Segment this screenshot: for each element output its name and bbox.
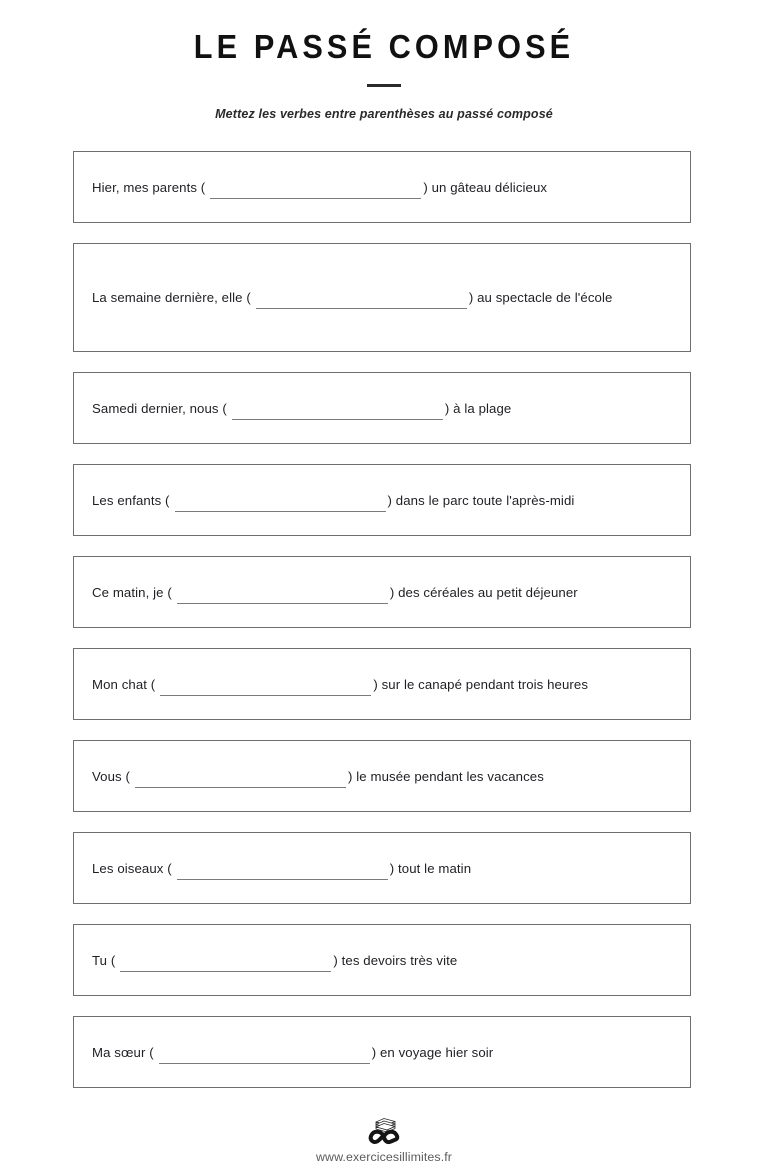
answer-blank[interactable] [177,602,388,604]
sentence-suffix: ) à la plage [444,400,512,416]
exercise-box [73,1016,691,1088]
exercise-sentence [92,171,672,204]
sentence-prefix: Samedi dernier, nous ( [92,400,227,416]
exercise-box [73,556,691,628]
answer-blank[interactable] [232,418,443,420]
exercise-sentence [92,392,672,425]
answer-blank[interactable] [159,1062,370,1064]
worksheet-instructions: Mettez les verbes entre parenthèses au passé composé [215,107,553,121]
sentence-suffix: ) dans le parc toute l'après-midi [387,492,575,508]
sentence-prefix: Les enfants ( [92,492,170,508]
exercise-sentence [92,484,672,517]
exercise-sentence [92,1036,672,1069]
answer-blank[interactable] [120,970,331,972]
sentence-suffix: ) des céréales au petit déjeuner [389,584,578,600]
exercise-box [73,832,691,904]
answer-blank[interactable] [135,786,346,788]
sentence-prefix: Mon chat ( [92,676,156,692]
exercise-box [73,740,691,812]
exercise-box [73,464,691,536]
exercise-list [0,151,768,1108]
exercise-sentence [92,852,672,885]
exercise-box [73,243,691,352]
sentence-suffix: ) le musée pendant les vacances [348,768,544,784]
sentence-suffix: ) un gâteau délicieux [423,179,548,195]
infinity-books-logo-icon [361,1108,407,1146]
site-url: www.exercicesillimites.fr [315,1150,453,1164]
answer-blank[interactable] [175,510,386,512]
sentence-prefix: Vous ( [92,768,130,784]
answer-blank[interactable] [160,694,371,696]
exercise-sentence [92,281,672,314]
exercise-sentence [92,668,672,701]
sentence-suffix: ) en voyage hier soir [371,1044,494,1060]
sentence-prefix: Ma sœur ( [92,1044,154,1060]
sentence-prefix: Ce matin, je ( [92,584,172,600]
sentence-suffix: ) tes devoirs très vite [333,952,458,968]
sentence-prefix: Tu ( [92,952,116,968]
answer-blank[interactable] [177,878,388,880]
exercise-sentence [92,944,672,977]
sentence-suffix: ) au spectacle de l'école [468,290,613,305]
sentence-prefix: Hier, mes parents ( [92,179,206,195]
sentence-prefix: Les oiseaux ( [92,860,172,876]
exercise-box [73,372,691,444]
answer-blank[interactable] [256,307,467,309]
exercise-box [73,151,691,223]
sentence-suffix: ) sur le canapé pendant trois heures [373,676,589,692]
worksheet-footer [0,1108,768,1176]
answer-blank[interactable] [210,197,421,199]
exercise-sentence [92,760,672,793]
title-divider [367,84,401,87]
exercise-sentence [92,576,672,609]
worksheet-header [0,0,768,122]
sentence-suffix: ) tout le matin [389,860,472,876]
exercise-box [73,924,691,996]
sentence-prefix: La semaine dernière, elle ( [92,290,251,305]
page-title: LE PASSÉ COMPOSÉ [193,28,575,65]
exercise-box [73,648,691,720]
